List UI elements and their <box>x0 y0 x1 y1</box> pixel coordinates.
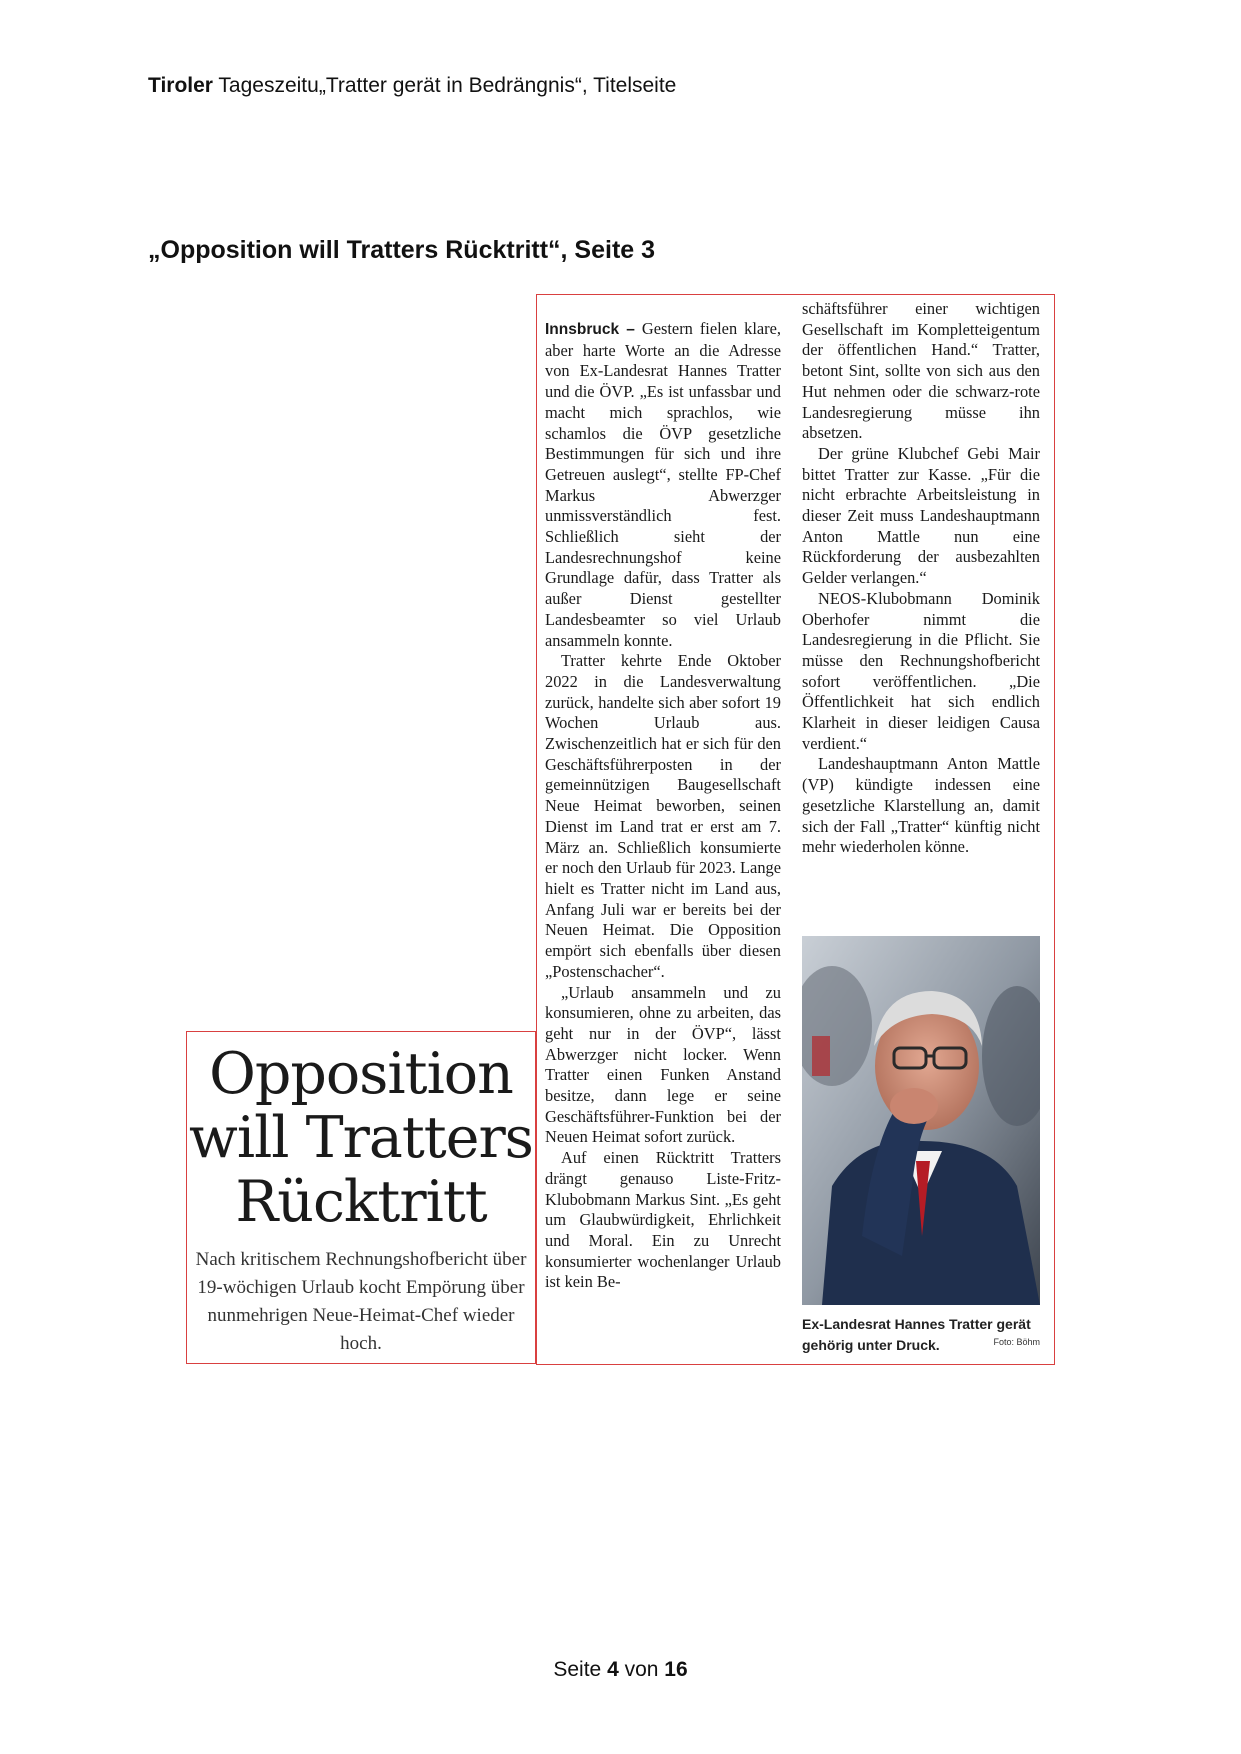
article-paragraph <box>545 319 781 651</box>
article-paragraph: Landeshauptmann Anton Mattle (VP) kündigte indessen eine gesetzliche Klarstellung an, damit sich der Fall „Tratter“ künftig nicht mehr wiederholen könne. <box>802 754 1040 857</box>
section-title: „Opposition will Tratters Rücktritt“, Seite 3 <box>148 236 656 264</box>
article-paragraph: Auf einen Rücktritt Tratters drängt genauso Liste-Fritz-Klubobmann Markus Sint. „Es geht um Glaubwürdigkeit, Ehrlichkeit und Moral. Ein zu Unrecht konsumierter wochenlanger Urlaub ist kein Be- <box>545 1148 781 1292</box>
caption-text: Ex-Landesrat Hannes Tratter gerät gehörig unter Druck. <box>802 1316 1031 1353</box>
article-paragraph: schäftsführer einer wichtigen Gesellschaft im Kompletteigentum der öffentlichen Hand.“ Tratter, betont Sint, sollte von sich aus den Hut nehmen oder die schwarz-rote Landesregierung müsse ihn absetzen. <box>802 299 1040 443</box>
page-footer <box>0 1658 1241 1682</box>
article-column-right <box>802 299 1040 858</box>
headline-line-2: will Tratters <box>189 1105 533 1171</box>
article-column-left <box>545 319 781 1293</box>
article-paragraph: Der grüne Klubchef Gebi Mair bittet Tratter zur Kasse. „Für die nicht erbrachte Arbeitsleistung in dieser Zeit muss Landeshauptmann Anton Mattle nun eine Rückforderung der ausbezahlten Gelder verlangen.“ <box>802 443 1040 588</box>
headline-line-1: Opposition <box>209 1041 513 1107</box>
photo-credit: Foto: Böhm <box>993 1337 1040 1347</box>
article-dateline: Innsbruck – <box>545 321 635 338</box>
header-source-bold: Tiroler <box>148 74 213 97</box>
footer-prefix: Seite <box>553 1658 608 1681</box>
article-subhead: Nach kritischem Rechnungshofbericht über 19-wöchigen Urlaub kocht Empörung über nunmehrigen Neue-Heimat-Chef wieder hoch. <box>195 1249 527 1354</box>
photo-illustration <box>802 936 1040 1305</box>
paragraph-text: Gestern fielen klare, aber harte Worte an die Adresse von Ex-Landesrat Hannes Tratter und die ÖVP. „Es ist unfassbar und macht mich sprachlos, wie schamlos die ÖVP gesetzliche Bestimmungen für sich und ihre Getreuen auslegt“, stellte FP-Chef Markus Abwerzger unmissverständlich fest. Schließlich sieht der Landesrechnungshof keine Grundlage dafür, dass Tratter als außer Dienst gestellter Landesbeamter so viel Urlaub ansammeln konnte. <box>545 319 781 650</box>
article-paragraph: NEOS-Klubobmann Dominik Oberhofer nimmt die Landesregierung in die Pflicht. Sie müsse den Rechnungshofbericht sofort veröffentlichen. „Die Öffentlichkeit hat sich endlich Klarheit in dieser leidigen Causa verdient.“ <box>802 588 1040 753</box>
article-photo <box>802 936 1040 1305</box>
footer-page-total: 16 <box>664 1658 688 1681</box>
footer-page-number: 4 <box>607 1658 619 1681</box>
article-headline <box>187 1042 535 1234</box>
article-paragraph: „Urlaub ansammeln und zu konsumieren, ohne zu arbeiten, das geht nur in der ÖVP“, lässt Abwerzger nicht locker. Wenn Tratter einen Funken Anstand besitze, dann lege er seine Geschäftsführer-Funktion bei der Neuen Heimat sofort zurück. <box>545 982 781 1147</box>
article-paragraph: Tratter kehrte Ende Oktober 2022 in die Landesverwaltung zurück, handelte sich aber sofort 19 Wochen Urlaub aus. Zwischenzeitlich hat er sich für den Geschäftsführerposten in der gemeinnützigen Baugesellschaft Neue Heimat beworben, seinen Dienst im Land trat er erst am 7. März an. Schließlich konsumierte er noch den Urlaub für 2023. Lange hielt es Tratter nicht im Land aus, Anfang Juli war er bereits bei der Neuen Heimat. Die Opposition empört sich ebenfalls über diesen „Postenschacher“. <box>545 651 781 981</box>
article-clipping <box>536 294 1055 1365</box>
headline-box <box>186 1031 536 1364</box>
document-header <box>148 74 676 98</box>
header-source-rest: Tageszeitu„Tratter gerät in Bedrängnis“, Titelseite <box>212 74 677 97</box>
headline-line-3: Rücktritt <box>235 1169 487 1235</box>
photo-caption <box>802 1314 1040 1356</box>
footer-middle: von <box>618 1658 665 1681</box>
